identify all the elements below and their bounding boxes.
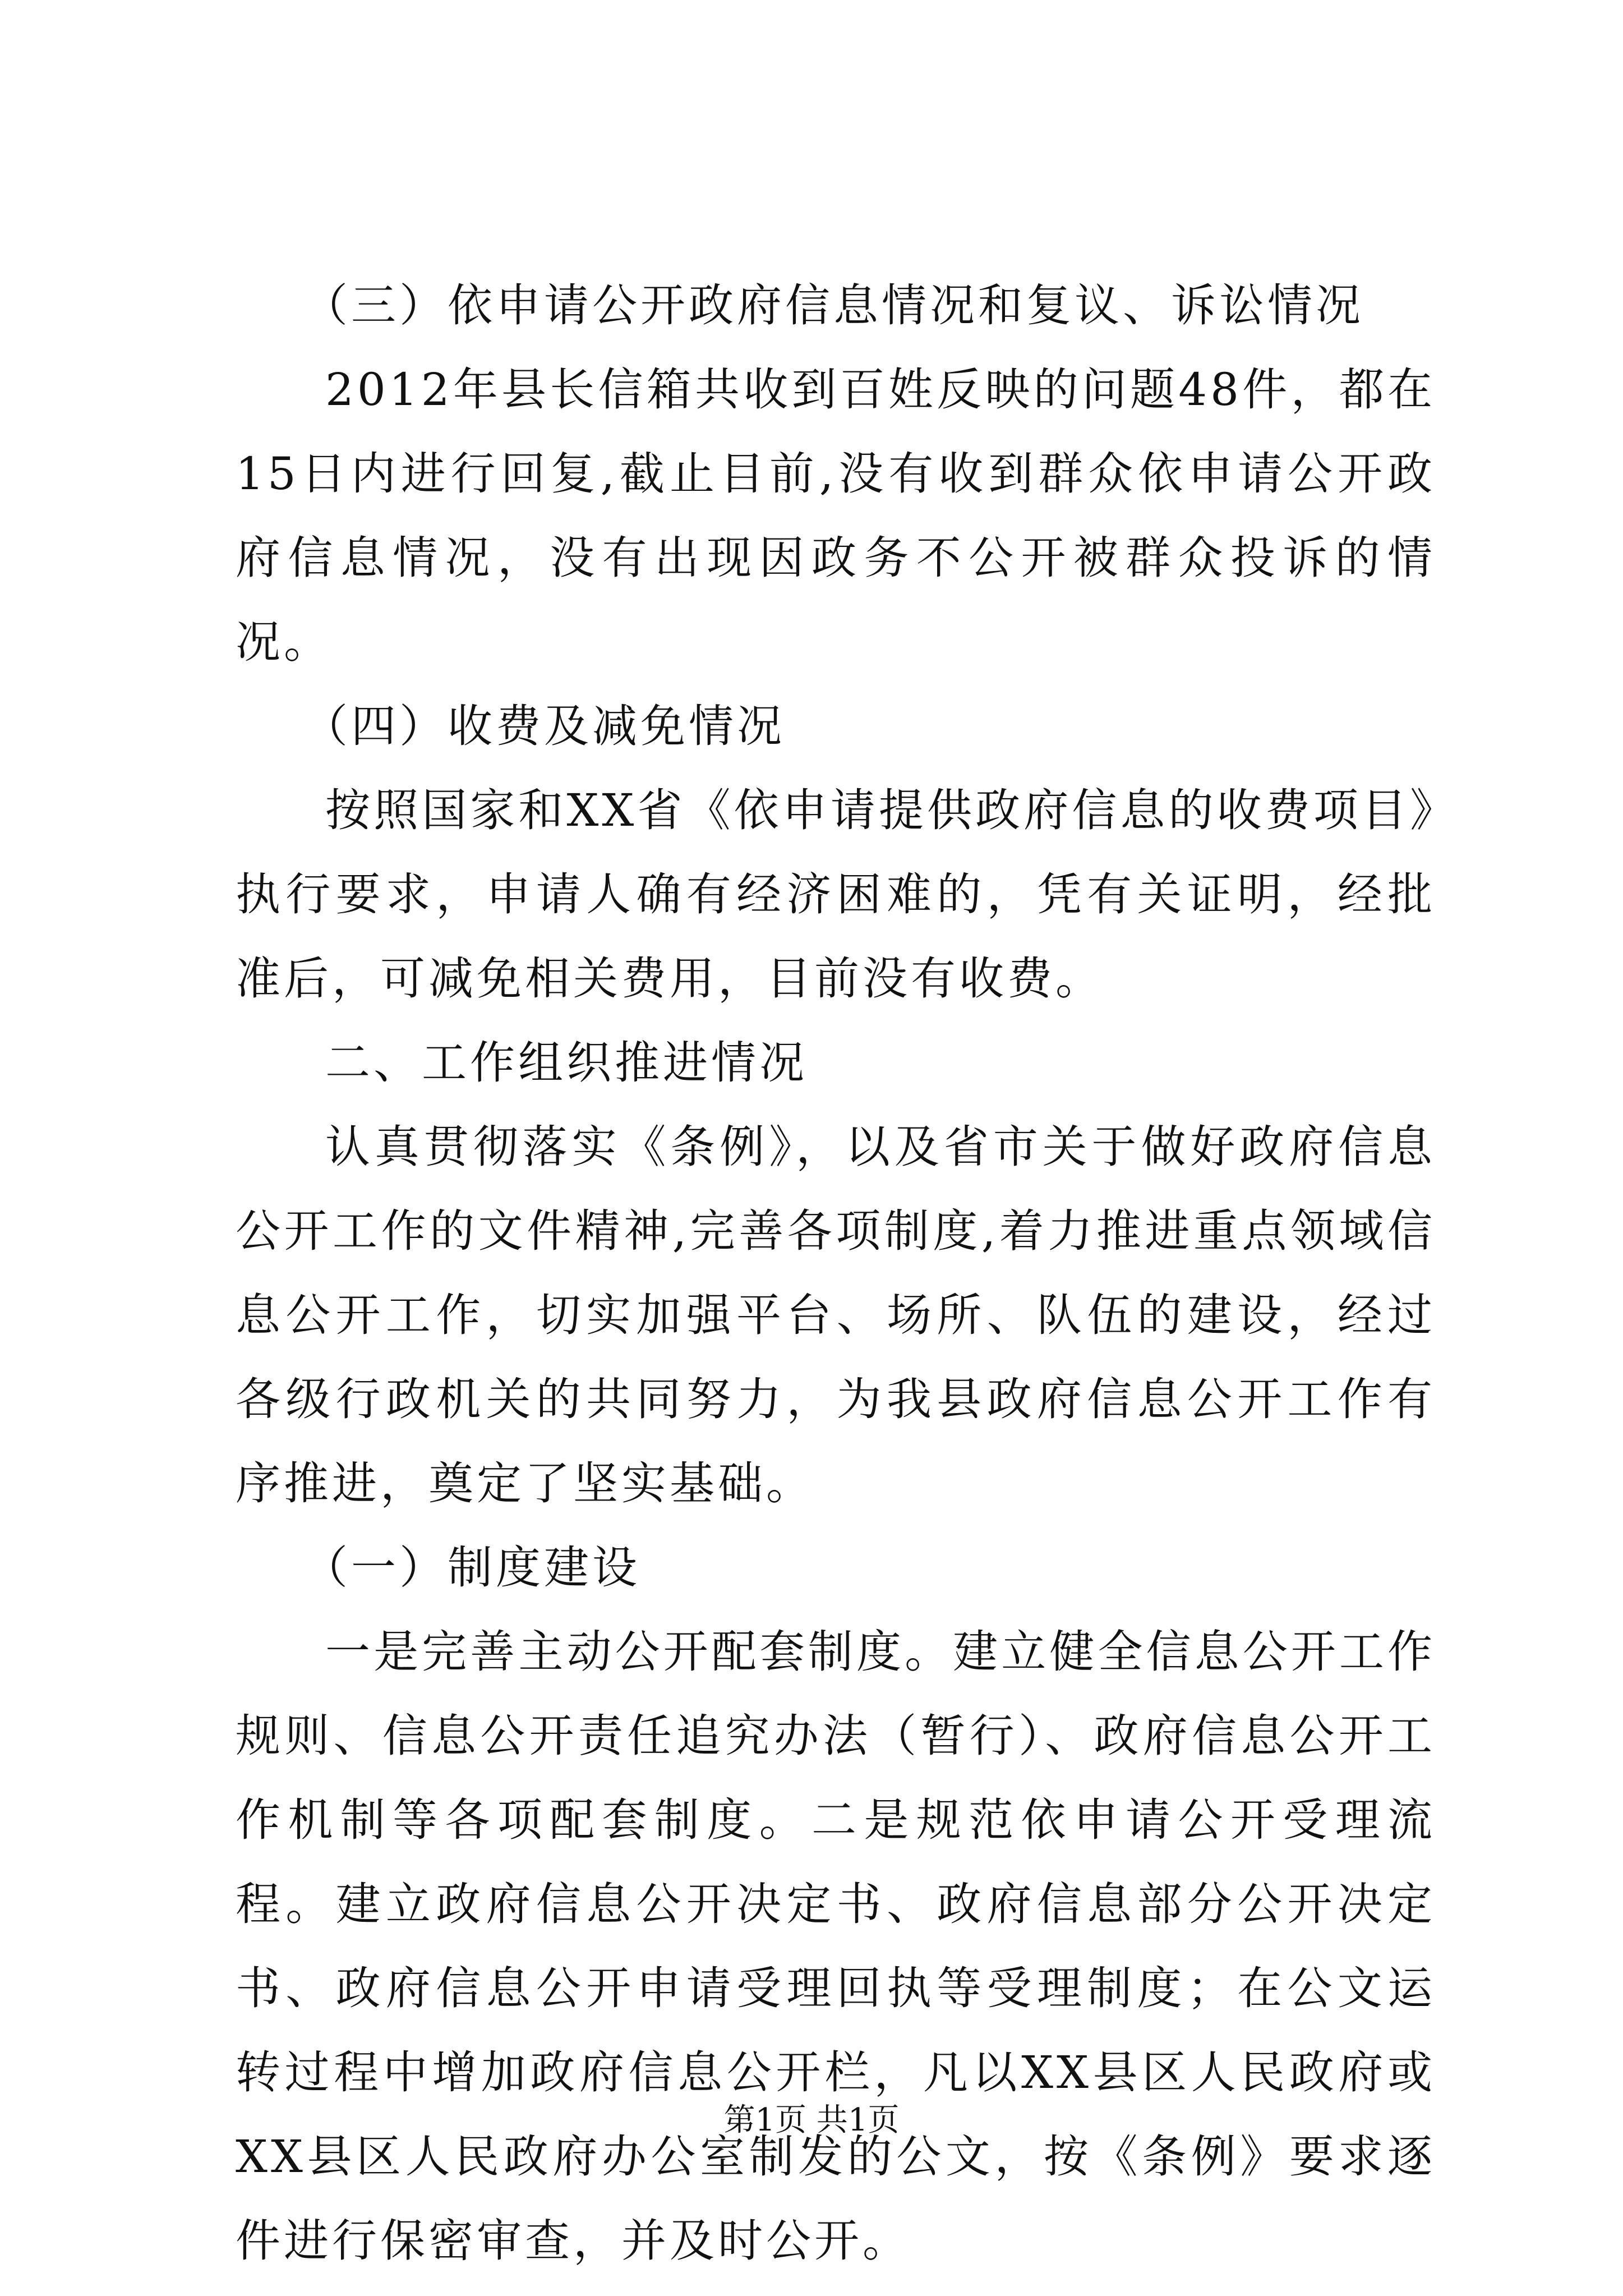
section-heading-work-progress: 二、工作组织推进情况 (325, 1037, 808, 1089)
paragraph-fees: 按照国家和XX省《依申请提供政府信息的收费项目》执行要求，申请人确有经济困难的，凭有关证明，经批准后，可减免相关费用，目前没有收费。 (236, 784, 1436, 1005)
paragraph-system-building: 一是完善主动公开配套制度。建立健全信息公开工作规则、信息公开责任追究办法（暂行）、政府信息公开工作机制等各项配套制度。二是规范依申请公开受理流程。建立政府信息公开决定书、政府信息部分公开决定书、政府信息公开申请受理回执等受理制度；在公文运转过程中增加政府信息公开栏，凡以XX县区人民政府或XX县区人民政府办公室制发的公文，按《条例》要求逐件进行保密审查，并及时公开。 (236, 1626, 1436, 2267)
paragraph-regulations: 认真贯彻落实《条例》，以及省市关于做好政府信息公开工作的文件精神,完善各项制度,着力推进重点领域信息公开工作，切实加强平台、场所、队伍的建设，经过各级行政机关的共同努力，为我县政府信息公开工作有序推进，奠定了坚实基础。 (236, 1121, 1436, 1510)
section-heading-4: （四）收费及减免情况 (303, 700, 785, 752)
paragraph-letters: 2012年县长信箱共收到百姓反映的问题48件，都在15日内进行回复,截止目前,没有收到群众依申请公开政府信息情况，没有出现因政务不公开被群众投诉的情况。 (236, 364, 1436, 668)
document-body (236, 264, 1436, 2283)
page-number-footer: 第1页 共1页 (723, 2102, 900, 2138)
section-heading-3: （三）依申请公开政府信息情况和复议、诉讼情况 (303, 279, 1364, 332)
section-heading-1: （一）制度建设 (303, 1542, 640, 1594)
